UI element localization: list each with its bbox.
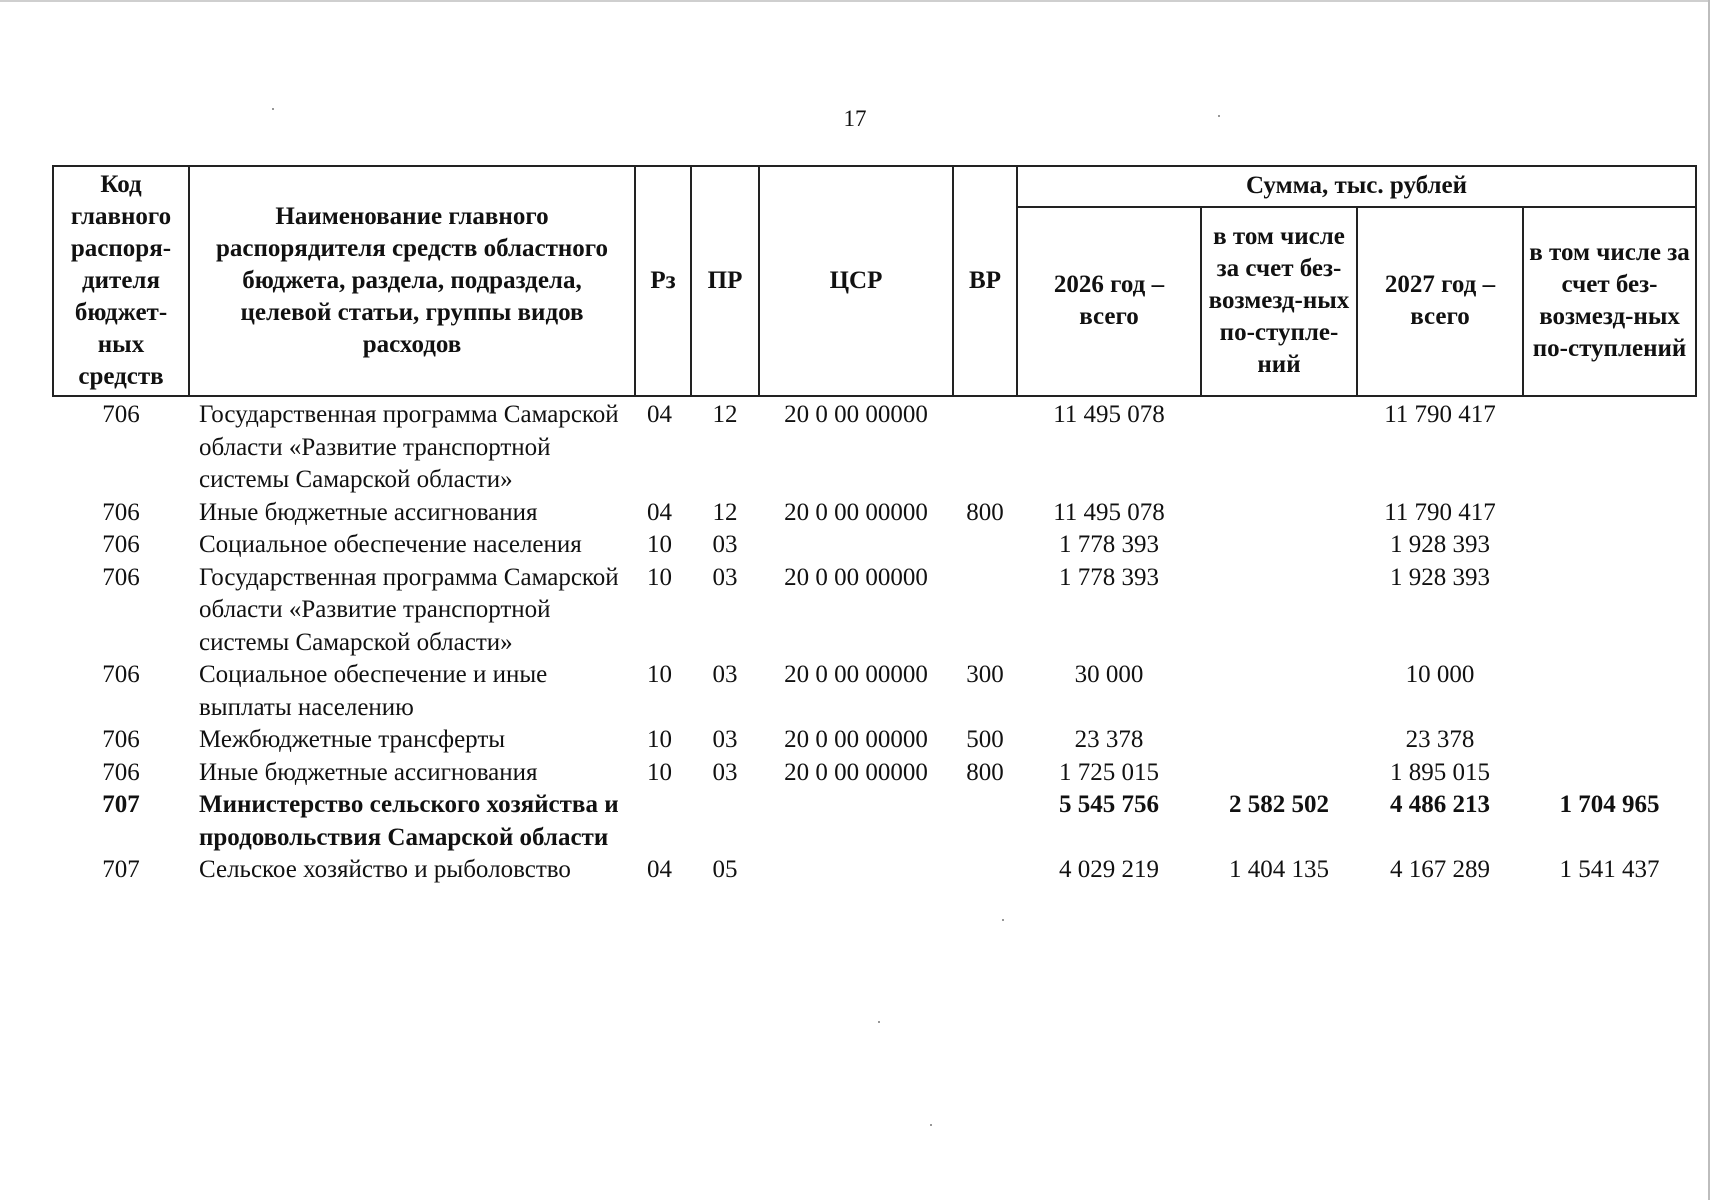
row-code: 706 — [102, 498, 140, 526]
scan-speck — [1002, 919, 1004, 921]
row-2026-total: 11 495 078 — [1053, 401, 1165, 428]
row-code: 707 — [102, 791, 140, 818]
header-sum-title: Сумма, тыс. рублей — [1017, 166, 1696, 207]
row-pr: 03 — [712, 661, 738, 688]
scan-speck — [272, 108, 274, 110]
row-2027-total: 10 000 — [1405, 661, 1475, 688]
scan-edge-top — [0, 0, 1710, 2]
row-rz: 10 — [647, 661, 672, 688]
row-2026-grants — [1201, 659, 1357, 724]
row-pr — [691, 789, 759, 854]
header-vr: ВР — [953, 166, 1017, 396]
row-rz: 04 — [647, 401, 672, 428]
scan-speck — [878, 1021, 880, 1023]
row-2026-total: 30 000 — [1074, 661, 1144, 688]
row-rz: 10 — [647, 563, 672, 591]
row-name: Государственная программа Самарской области «Развитие транспортной системы Самарской области» — [199, 563, 619, 656]
row-2026-grants — [1201, 529, 1357, 562]
row-2027-grants — [1523, 757, 1696, 790]
row-code: 706 — [102, 661, 140, 688]
row-rz: 10 — [647, 726, 672, 753]
row-vr: 800 — [966, 758, 1004, 786]
row-vr: 800 — [966, 498, 1004, 526]
row-vr — [953, 562, 1017, 660]
row-csr: 20 0 00 00000 — [784, 563, 928, 591]
row-code: 706 — [102, 758, 140, 786]
row-2026-grants — [1201, 724, 1357, 757]
header-2027-total: 2027 год – всего — [1357, 207, 1523, 396]
table-header — [53, 166, 1696, 396]
row-2027-total: 1 928 393 — [1390, 531, 1490, 558]
row-2027-total: 4 167 289 — [1390, 856, 1490, 883]
table-row — [53, 724, 1696, 757]
row-2026-grants — [1201, 757, 1357, 790]
row-csr: 20 0 00 00000 — [784, 498, 928, 526]
row-pr: 05 — [712, 856, 738, 883]
table-row — [53, 757, 1696, 790]
row-2027-total: 23 378 — [1405, 726, 1475, 753]
table-row — [53, 529, 1696, 562]
row-2026-total: 1 778 393 — [1059, 531, 1159, 558]
row-csr — [759, 789, 953, 854]
row-2027-grants: 1 541 437 — [1559, 856, 1660, 883]
row-2026-total: 1 725 015 — [1059, 758, 1159, 786]
row-2026-grants: 1 404 135 — [1229, 856, 1329, 883]
row-2026-grants — [1201, 562, 1357, 660]
row-2027-total: 1 895 015 — [1390, 758, 1490, 786]
table-row — [53, 562, 1696, 660]
row-name: Иные бюджетные ассигнования — [199, 758, 538, 786]
budget-table — [52, 165, 1697, 887]
row-code: 706 — [102, 531, 140, 558]
row-2027-total: 1 928 393 — [1390, 563, 1490, 591]
row-csr — [759, 529, 953, 562]
row-name: Сельское хозяйство и рыболовство — [199, 856, 571, 883]
row-2027-grants: 1 704 965 — [1559, 791, 1660, 818]
row-rz: 04 — [647, 856, 672, 883]
row-name: Министерство сельского хозяйства и продовольствия Самарской области — [199, 791, 619, 851]
row-2026-grants — [1201, 396, 1357, 497]
scan-speck — [1218, 115, 1220, 117]
table-row — [53, 497, 1696, 530]
row-name: Государственная программа Самарской области «Развитие транспортной системы Самарской области» — [199, 401, 619, 493]
row-csr — [759, 854, 953, 887]
row-2026-grants: 2 582 502 — [1229, 791, 1329, 818]
table-row — [53, 854, 1696, 887]
table-row — [53, 659, 1696, 724]
row-csr: 20 0 00 00000 — [784, 401, 928, 428]
row-code: 707 — [102, 856, 140, 883]
header-2026-grants: в том числе за счет без-возмезд-ных по-ступле-ний — [1201, 207, 1357, 396]
row-vr — [953, 789, 1017, 854]
table-body — [53, 396, 1696, 887]
row-pr: 03 — [712, 726, 738, 753]
row-pr: 03 — [712, 563, 738, 591]
row-pr: 12 — [712, 401, 738, 428]
table-row — [53, 396, 1696, 497]
row-csr: 20 0 00 00000 — [784, 661, 928, 688]
row-2027-grants — [1523, 396, 1696, 497]
row-pr: 03 — [712, 758, 738, 786]
row-vr — [953, 396, 1017, 497]
row-2027-grants — [1523, 724, 1696, 757]
page-number: 17 — [843, 106, 867, 131]
header-rz: Рз — [635, 166, 691, 396]
header-2026-total: 2026 год – всего — [1017, 207, 1201, 396]
row-vr: 300 — [966, 661, 1004, 688]
row-name: Межбюджетные трансферты — [199, 726, 506, 753]
header-2027-grants: в том числе за счет без-возмезд-ных по-ступлений — [1523, 207, 1696, 396]
row-csr: 20 0 00 00000 — [784, 758, 928, 786]
table-row — [53, 789, 1696, 854]
row-2027-grants — [1523, 529, 1696, 562]
scan-speck — [930, 1124, 932, 1126]
row-2026-total: 4 029 219 — [1059, 856, 1159, 883]
row-2027-total: 11 790 417 — [1384, 498, 1496, 526]
row-pr: 03 — [712, 531, 738, 558]
row-2026-total: 23 378 — [1074, 726, 1144, 753]
row-2027-total: 4 486 213 — [1390, 791, 1490, 818]
header-csr: ЦСР — [759, 166, 953, 396]
row-2026-total: 1 778 393 — [1059, 563, 1159, 591]
row-2026-grants — [1201, 497, 1357, 530]
row-2027-grants — [1523, 659, 1696, 724]
row-2026-total: 5 545 756 — [1059, 791, 1159, 818]
row-vr — [953, 529, 1017, 562]
row-code: 706 — [102, 563, 140, 591]
row-code: 706 — [102, 726, 140, 753]
header-code: Код главного распоря-дителя бюджет-ных средств — [53, 166, 189, 396]
row-name: Социальное обеспечение населения — [199, 531, 582, 558]
row-2027-grants — [1523, 562, 1696, 660]
header-name: Наименование главного распорядителя средств областного бюджета, раздела, подраздела, целевой статьи, группы видов расходов — [189, 166, 635, 396]
header-pr: ПР — [691, 166, 759, 396]
row-vr: 500 — [966, 726, 1004, 753]
row-2027-grants — [1523, 497, 1696, 530]
row-2026-total: 11 495 078 — [1053, 498, 1165, 526]
row-pr: 12 — [712, 498, 738, 526]
row-rz: 10 — [647, 758, 672, 786]
row-name: Иные бюджетные ассигнования — [199, 498, 538, 526]
row-name: Социальное обеспечение и иные выплаты населению — [199, 661, 548, 721]
row-rz — [635, 789, 691, 854]
row-rz: 10 — [647, 531, 672, 558]
row-vr — [953, 854, 1017, 887]
row-2027-total: 11 790 417 — [1384, 401, 1496, 428]
row-rz: 04 — [647, 498, 672, 526]
row-csr: 20 0 00 00000 — [784, 726, 928, 753]
row-code: 706 — [102, 401, 140, 428]
